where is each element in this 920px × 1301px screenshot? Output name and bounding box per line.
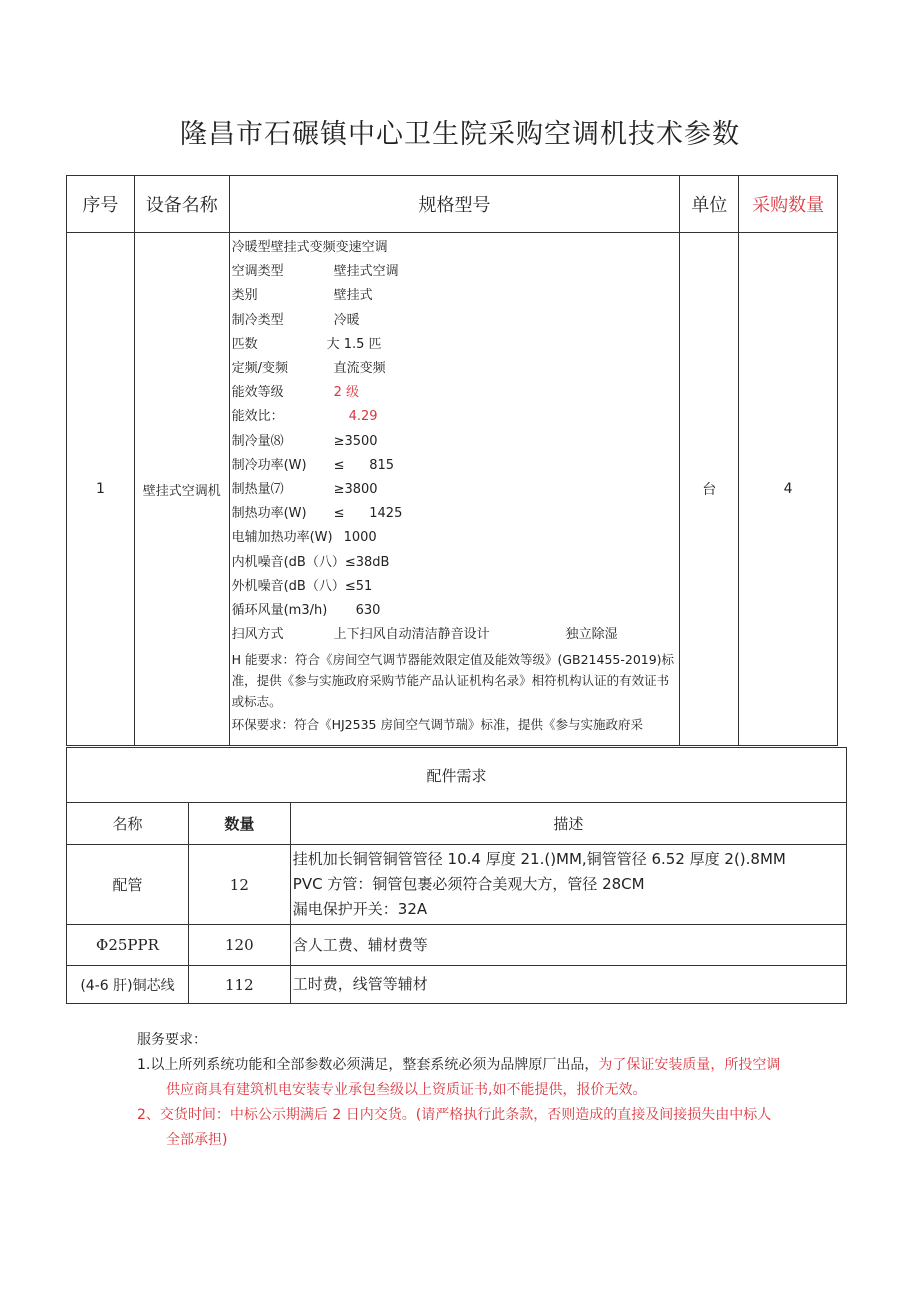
airflow-key: 扫风方式 <box>231 627 284 643</box>
spec-line <box>232 284 680 308</box>
spec-table <box>66 175 838 746</box>
service-item-1-cont: 供应商具有建筑机电安装专业承包叁级以上资质证书,如不能提供，报价无效。 <box>166 1082 647 1098</box>
acc-qty: 112 <box>188 966 290 1004</box>
spec-airflow <box>232 623 680 647</box>
spec-key: 制冷量⑻ <box>231 433 284 449</box>
spec-line <box>232 575 680 599</box>
spec-line <box>232 478 680 502</box>
row-no: 1 <box>67 233 135 746</box>
spec-line <box>232 502 680 526</box>
spec-title: 冷暖型壁挂式变频变速空调 <box>231 240 388 255</box>
acc-header-qty: 数量 <box>188 803 290 845</box>
spec-lines <box>232 260 680 623</box>
spec-value: 1000 <box>343 530 377 546</box>
accessories-table <box>66 747 847 1004</box>
spec-value: ≥3800 <box>333 482 378 498</box>
acc-desc-line: 漏电保护开关：32A <box>292 900 428 918</box>
spec-value: ≤51 <box>344 578 373 594</box>
row-unit: 台 <box>680 233 739 746</box>
spec-line <box>232 526 680 550</box>
service-requirements <box>137 1028 847 1153</box>
spec-line <box>232 405 680 429</box>
service-item-2-cont: 全部承担) <box>166 1132 228 1148</box>
acc-name: (4-6 肝)铜芯线 <box>67 966 189 1004</box>
service-item-1 <box>137 1053 847 1078</box>
header-no: 序号 <box>67 176 135 233</box>
spec-key: 制热功率(W) <box>231 506 307 522</box>
header-qty: 采购数量 <box>739 176 838 233</box>
spec-value: 壁挂式 <box>333 288 373 304</box>
table-row <box>67 925 847 966</box>
service-item-1-text: 1.以上所列系统功能和全部参数必须满足，整套系统必须为品牌原厂出品， <box>137 1057 599 1073</box>
spec-value: 冷暖 <box>333 312 360 328</box>
row-qty: 4 <box>739 233 838 746</box>
spec-value: 直流变频 <box>333 361 386 377</box>
spec-line <box>232 260 680 284</box>
spec-key: 制冷功率(W) <box>231 457 307 473</box>
acc-desc-line: 挂机加长铜管铜管管径 10.4 厚度 21.()MM,铜管管径 6.52 厚度 2().8MM <box>292 850 786 868</box>
acc-header-name: 名称 <box>67 803 189 845</box>
spec-key: 内机噪音(dB（八） <box>231 554 345 570</box>
service-item-2 <box>137 1103 847 1128</box>
row-device-name: 壁挂式空调机 <box>134 233 229 746</box>
spec-key: 制冷类型 <box>231 312 284 328</box>
spec-key: 能效比： <box>231 409 284 425</box>
spec-cell <box>229 233 680 746</box>
spec-line <box>232 454 680 478</box>
spec-key: 电辅加热功率(W) <box>231 530 333 546</box>
spec-key: 匹数 <box>231 336 258 352</box>
spec-key: 定频/变频 <box>231 361 288 377</box>
header-unit: 单位 <box>680 176 739 233</box>
spec-key: 外机噪音(dB（八） <box>231 578 345 594</box>
acc-qty: 120 <box>188 925 290 966</box>
spec-value: ≥3500 <box>333 433 378 449</box>
energy-requirement: H 能要求：符合《房间空气调节器能效限定值及能效等级》(GB21455-2019)标准，提供《参与实施政府采购节能产品认证机构名录》相符机构认证的有效证书或标志。 <box>231 652 675 710</box>
spec-value: 630 <box>355 603 381 619</box>
acc-name: 配管 <box>67 845 189 925</box>
spec-key: 类别 <box>231 288 258 304</box>
spec-value: 4.29 <box>348 409 378 425</box>
spec-value: 2 级 <box>333 385 359 401</box>
service-item-2-no: 2、 <box>137 1107 160 1123</box>
acc-desc: 工时费，线管等辅材 <box>290 966 846 1004</box>
spec-key: 制热量⑺ <box>231 482 284 498</box>
spec-line <box>232 309 680 333</box>
acc-desc-line: PVC 方管：铜管包裹必须符合美观大方，管径 28CM <box>292 875 645 893</box>
table-row <box>67 966 847 1004</box>
spec-line <box>232 357 680 381</box>
env-requirement: 环保要求：符合《HJ2535 房间空气调节瑞》标准，提供《参与实施政府采 <box>231 717 643 733</box>
spec-line <box>232 333 680 357</box>
service-item-2-text: 交货时间：中标公示期满后 2 日内交货。(请严格执行此条款，否则造成的直接及间接损失由中标人 <box>159 1107 772 1123</box>
spec-line <box>232 430 680 454</box>
spec-key: 空调类型 <box>231 264 284 280</box>
spec-key: 循环风量(m3/h) <box>231 603 328 619</box>
airflow-value: 上下扫风自动清洁静音设计 <box>333 627 490 643</box>
spec-key: 能效等级 <box>231 385 284 401</box>
table-row <box>67 845 847 925</box>
airflow-value-2: 独立除湿 <box>565 627 618 643</box>
service-item-1-red: 为了保证安装质量，所投空调 <box>598 1057 781 1073</box>
spec-value: 壁挂式空调 <box>333 264 399 280</box>
page-title: 隆昌市石碾镇中心卫生院采购空调机技术参数 <box>180 119 740 150</box>
acc-desc <box>290 845 846 925</box>
header-name: 设备名称 <box>134 176 229 233</box>
header-spec: 规格型号 <box>229 176 680 233</box>
acc-qty: 12 <box>188 845 290 925</box>
service-heading: 服务要求： <box>137 1032 207 1048</box>
acc-name: Φ25PPR <box>67 925 189 966</box>
spec-value: ≤ 815 <box>333 457 395 473</box>
table-row <box>67 233 838 746</box>
spec-value: 大 1.5 匹 <box>326 336 382 352</box>
spec-line <box>232 381 680 405</box>
accessories-title: 配件需求 <box>67 748 847 803</box>
spec-table-header <box>67 176 838 233</box>
spec-line <box>232 551 680 575</box>
spec-value: ≤ 1425 <box>333 506 403 522</box>
spec-line <box>232 599 680 623</box>
spec-value: ≤38dB <box>344 554 390 570</box>
acc-header-desc: 描述 <box>290 803 846 845</box>
acc-desc: 含人工费、辅材费等 <box>290 925 846 966</box>
